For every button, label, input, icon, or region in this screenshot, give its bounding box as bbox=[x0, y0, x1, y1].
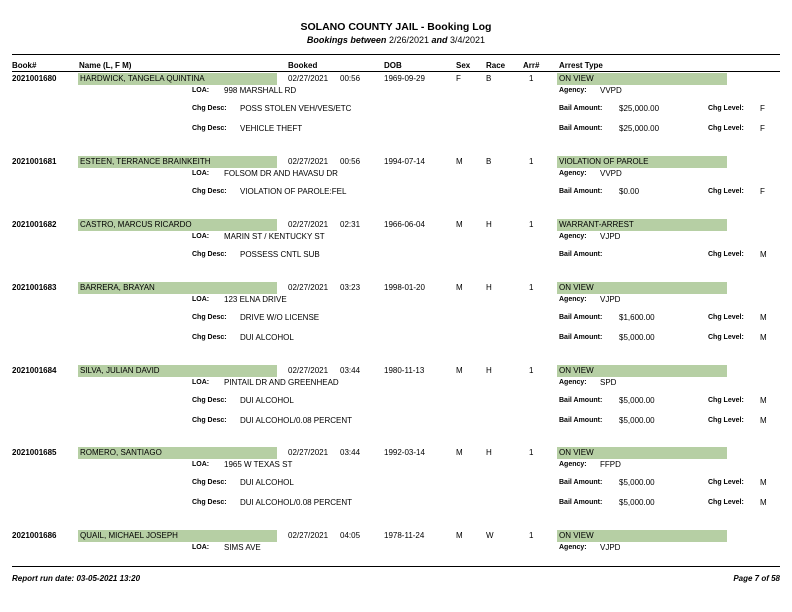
inmate-name: QUAIL, MICHAEL JOSEPH bbox=[80, 531, 178, 540]
chg-desc-value: DUI ALCOHOL/0.08 PERCENT bbox=[240, 416, 353, 425]
bail-amount-value: $5,000.00 bbox=[619, 416, 655, 425]
arrest-number: 1 bbox=[529, 531, 534, 540]
agency-label: Agency: bbox=[559, 233, 587, 240]
book-number: 2021001684 bbox=[12, 366, 57, 375]
column-header-rule bbox=[12, 71, 780, 72]
book-number: 2021001680 bbox=[12, 74, 57, 83]
loa-value: SIMS AVE bbox=[224, 543, 261, 552]
booked-date: 02/27/2021 bbox=[288, 283, 329, 292]
race-value: W bbox=[486, 531, 494, 540]
loa-value: 1965 W TEXAS ST bbox=[224, 460, 293, 469]
race-value: H bbox=[486, 283, 492, 292]
chg-level-value: M bbox=[760, 396, 767, 405]
agency-value: VJPD bbox=[600, 295, 621, 304]
chg-level-value: F bbox=[760, 104, 765, 113]
agency-value: VJPD bbox=[600, 232, 621, 241]
arrest-type: ON VIEW bbox=[559, 448, 594, 457]
loa-label: LOA: bbox=[192, 461, 210, 468]
arrest-type: ON VIEW bbox=[559, 531, 594, 540]
bail-amount-label: Bail Amount: bbox=[559, 499, 603, 506]
booked-date: 02/27/2021 bbox=[288, 220, 329, 229]
loa-value: 123 ELNA DRIVE bbox=[224, 295, 287, 304]
chg-level-value: F bbox=[760, 187, 765, 196]
chg-desc-label: Chg Desc: bbox=[192, 417, 227, 424]
column-header-arr: Arr# bbox=[523, 61, 540, 70]
arrest-type: ON VIEW bbox=[559, 366, 594, 375]
chg-level-value: M bbox=[760, 478, 767, 487]
loa-value: FOLSOM DR AND HAVASU DR bbox=[224, 169, 338, 178]
book-number: 2021001686 bbox=[12, 531, 57, 540]
bail-amount-label: Bail Amount: bbox=[559, 188, 603, 195]
chg-level-label: Chg Level: bbox=[708, 188, 744, 195]
bail-amount-label: Bail Amount: bbox=[559, 251, 603, 258]
arrest-number: 1 bbox=[529, 448, 534, 457]
chg-desc-value: DUI ALCOHOL bbox=[240, 333, 294, 342]
chg-level-label: Chg Level: bbox=[708, 479, 744, 486]
chg-level-label: Chg Level: bbox=[708, 314, 744, 321]
loa-value: 998 MARSHALL RD bbox=[224, 86, 297, 95]
chg-level-label: Chg Level: bbox=[708, 251, 744, 258]
date-of-birth: 1994-07-14 bbox=[384, 157, 425, 166]
bail-amount-label: Bail Amount: bbox=[559, 479, 603, 486]
sex-value: M bbox=[456, 366, 463, 375]
inmate-name: HARDWICK, TANGELA QUINTINA bbox=[80, 74, 205, 83]
arrest-number: 1 bbox=[529, 220, 534, 229]
date-of-birth: 1980-11-13 bbox=[384, 366, 425, 375]
column-header-sex: Sex bbox=[456, 61, 471, 70]
bail-amount-value: $5,000.00 bbox=[619, 396, 655, 405]
arrest-number: 1 bbox=[529, 74, 534, 83]
inmate-name: BARRERA, BRAYAN bbox=[80, 283, 155, 292]
sex-value: M bbox=[456, 157, 463, 166]
chg-level-label: Chg Level: bbox=[708, 499, 744, 506]
chg-level-label: Chg Level: bbox=[708, 397, 744, 404]
loa-label: LOA: bbox=[192, 87, 210, 94]
chg-level-value: M bbox=[760, 416, 767, 425]
header-rule bbox=[12, 54, 780, 55]
chg-desc-label: Chg Desc: bbox=[192, 105, 227, 112]
bail-amount-value: $25,000.00 bbox=[619, 124, 660, 133]
subtitle-prefix: Bookings between bbox=[306, 35, 387, 45]
chg-desc-value: POSS STOLEN VEH/VES/ETC bbox=[240, 104, 352, 113]
agency-label: Agency: bbox=[559, 461, 587, 468]
chg-level-label: Chg Level: bbox=[708, 417, 744, 424]
bail-amount-value: $5,000.00 bbox=[619, 478, 655, 487]
chg-desc-label: Chg Desc: bbox=[192, 397, 227, 404]
column-header-booked: Booked bbox=[288, 61, 318, 70]
arrest-type: ON VIEW bbox=[559, 74, 594, 83]
column-header-dob: DOB bbox=[384, 61, 402, 70]
date-from: 2/26/2021 bbox=[388, 35, 429, 45]
book-number: 2021001681 bbox=[12, 157, 57, 166]
race-value: B bbox=[486, 157, 492, 166]
booked-time: 00:56 bbox=[340, 74, 361, 83]
bail-amount-value: $0.00 bbox=[619, 187, 640, 196]
sex-value: M bbox=[456, 531, 463, 540]
chg-level-label: Chg Level: bbox=[708, 125, 744, 132]
race-value: H bbox=[486, 366, 492, 375]
bail-amount-label: Bail Amount: bbox=[559, 125, 603, 132]
date-of-birth: 1992-03-14 bbox=[384, 448, 425, 457]
chg-desc-value: POSSESS CNTL SUB bbox=[240, 250, 320, 259]
agency-label: Agency: bbox=[559, 170, 587, 177]
bail-amount-value: $5,000.00 bbox=[619, 498, 655, 507]
chg-desc-label: Chg Desc: bbox=[192, 499, 227, 506]
booked-time: 03:44 bbox=[340, 366, 361, 375]
agency-label: Agency: bbox=[559, 296, 587, 303]
subtitle-and: and bbox=[431, 35, 448, 45]
race-value: H bbox=[486, 448, 492, 457]
agency-value: VVPD bbox=[600, 86, 622, 95]
booked-time: 03:23 bbox=[340, 283, 361, 292]
chg-level-value: M bbox=[760, 313, 767, 322]
inmate-name: CASTRO, MARCUS RICARDO bbox=[80, 220, 192, 229]
date-of-birth: 1966-06-04 bbox=[384, 220, 425, 229]
footer-rule bbox=[12, 566, 780, 567]
chg-desc-value: VEHICLE THEFT bbox=[240, 124, 303, 133]
loa-label: LOA: bbox=[192, 233, 210, 240]
booked-time: 03:44 bbox=[340, 448, 361, 457]
sex-value: M bbox=[456, 448, 463, 457]
chg-desc-label: Chg Desc: bbox=[192, 125, 227, 132]
date-of-birth: 1998-01-20 bbox=[384, 283, 425, 292]
agency-value: VJPD bbox=[600, 543, 621, 552]
inmate-name: ROMERO, SANTIAGO bbox=[80, 448, 162, 457]
chg-desc-value: DUI ALCOHOL/0.08 PERCENT bbox=[240, 498, 353, 507]
loa-label: LOA: bbox=[192, 544, 210, 551]
booked-date: 02/27/2021 bbox=[288, 74, 329, 83]
date-to: 3/4/2021 bbox=[450, 35, 486, 45]
agency-label: Agency: bbox=[559, 544, 587, 551]
column-header-arrest-type: Arrest Type bbox=[559, 61, 603, 70]
chg-desc-value: VIOLATION OF PAROLE:FEL bbox=[240, 187, 347, 196]
agency-value: VVPD bbox=[600, 169, 622, 178]
arrest-number: 1 bbox=[529, 366, 534, 375]
book-number: 2021001682 bbox=[12, 220, 57, 229]
loa-label: LOA: bbox=[192, 296, 210, 303]
bail-amount-label: Bail Amount: bbox=[559, 397, 603, 404]
chg-desc-label: Chg Desc: bbox=[192, 251, 227, 258]
arrest-type: WARRANT-ARREST bbox=[559, 220, 634, 229]
chg-desc-value: DUI ALCOHOL bbox=[240, 396, 294, 405]
sex-value: M bbox=[456, 220, 463, 229]
bail-amount-value: $25,000.00 bbox=[619, 104, 660, 113]
bail-amount-value: $5,000.00 bbox=[619, 333, 655, 342]
date-of-birth: 1978-11-24 bbox=[384, 531, 425, 540]
loa-value: PINTAIL DR AND GREENHEAD bbox=[224, 378, 339, 387]
booked-date: 02/27/2021 bbox=[288, 531, 329, 540]
chg-level-value: M bbox=[760, 498, 767, 507]
chg-desc-value: DRIVE W/O LICENSE bbox=[240, 313, 320, 322]
arrest-type: VIOLATION OF PAROLE bbox=[559, 157, 649, 166]
book-number: 2021001685 bbox=[12, 448, 57, 457]
report-run-date: Report run date: 03-05-2021 13:20 bbox=[12, 574, 141, 583]
booked-time: 02:31 bbox=[340, 220, 361, 229]
column-header-name: Name (L, F M) bbox=[79, 61, 132, 70]
sex-value: M bbox=[456, 283, 463, 292]
agency-label: Agency: bbox=[559, 379, 587, 386]
chg-level-value: M bbox=[760, 333, 767, 342]
bail-amount-label: Bail Amount: bbox=[559, 314, 603, 321]
date-of-birth: 1969-09-29 bbox=[384, 74, 425, 83]
loa-label: LOA: bbox=[192, 170, 210, 177]
page-number: Page 7 of 58 bbox=[733, 574, 780, 583]
arrest-type: ON VIEW bbox=[559, 283, 594, 292]
inmate-name: SILVA, JULIAN DAVID bbox=[80, 366, 160, 375]
column-header-book: Book# bbox=[12, 61, 37, 70]
agency-label: Agency: bbox=[559, 87, 587, 94]
column-header-race: Race bbox=[486, 61, 506, 70]
booked-date: 02/27/2021 bbox=[288, 157, 329, 166]
bail-amount-label: Bail Amount: bbox=[559, 105, 603, 112]
agency-value: FFPD bbox=[600, 460, 621, 469]
agency-value: SPD bbox=[600, 378, 617, 387]
booked-date: 02/27/2021 bbox=[288, 366, 329, 375]
chg-level-value: F bbox=[760, 124, 765, 133]
chg-level-label: Chg Level: bbox=[708, 334, 744, 341]
arrest-number: 1 bbox=[529, 283, 534, 292]
chg-desc-label: Chg Desc: bbox=[192, 188, 227, 195]
report-subtitle bbox=[0, 35, 792, 45]
loa-label: LOA: bbox=[192, 379, 210, 386]
chg-desc-label: Chg Desc: bbox=[192, 314, 227, 321]
bail-amount-value: $1,600.00 bbox=[619, 313, 655, 322]
arrest-number: 1 bbox=[529, 157, 534, 166]
race-value: H bbox=[486, 220, 492, 229]
chg-desc-label: Chg Desc: bbox=[192, 479, 227, 486]
chg-desc-label: Chg Desc: bbox=[192, 334, 227, 341]
book-number: 2021001683 bbox=[12, 283, 57, 292]
chg-desc-value: DUI ALCOHOL bbox=[240, 478, 294, 487]
race-value: B bbox=[486, 74, 492, 83]
chg-level-label: Chg Level: bbox=[708, 105, 744, 112]
inmate-name: ESTEEN, TERRANCE BRAINKEITH bbox=[80, 157, 211, 166]
chg-level-value: M bbox=[760, 250, 767, 259]
booked-date: 02/27/2021 bbox=[288, 448, 329, 457]
loa-value: MARIN ST / KENTUCKY ST bbox=[224, 232, 325, 241]
bail-amount-label: Bail Amount: bbox=[559, 334, 603, 341]
report-title: SOLANO COUNTY JAIL - Booking Log bbox=[300, 21, 492, 33]
booked-time: 00:56 bbox=[340, 157, 361, 166]
bail-amount-label: Bail Amount: bbox=[559, 417, 603, 424]
sex-value: F bbox=[456, 74, 461, 83]
booked-time: 04:05 bbox=[340, 531, 361, 540]
